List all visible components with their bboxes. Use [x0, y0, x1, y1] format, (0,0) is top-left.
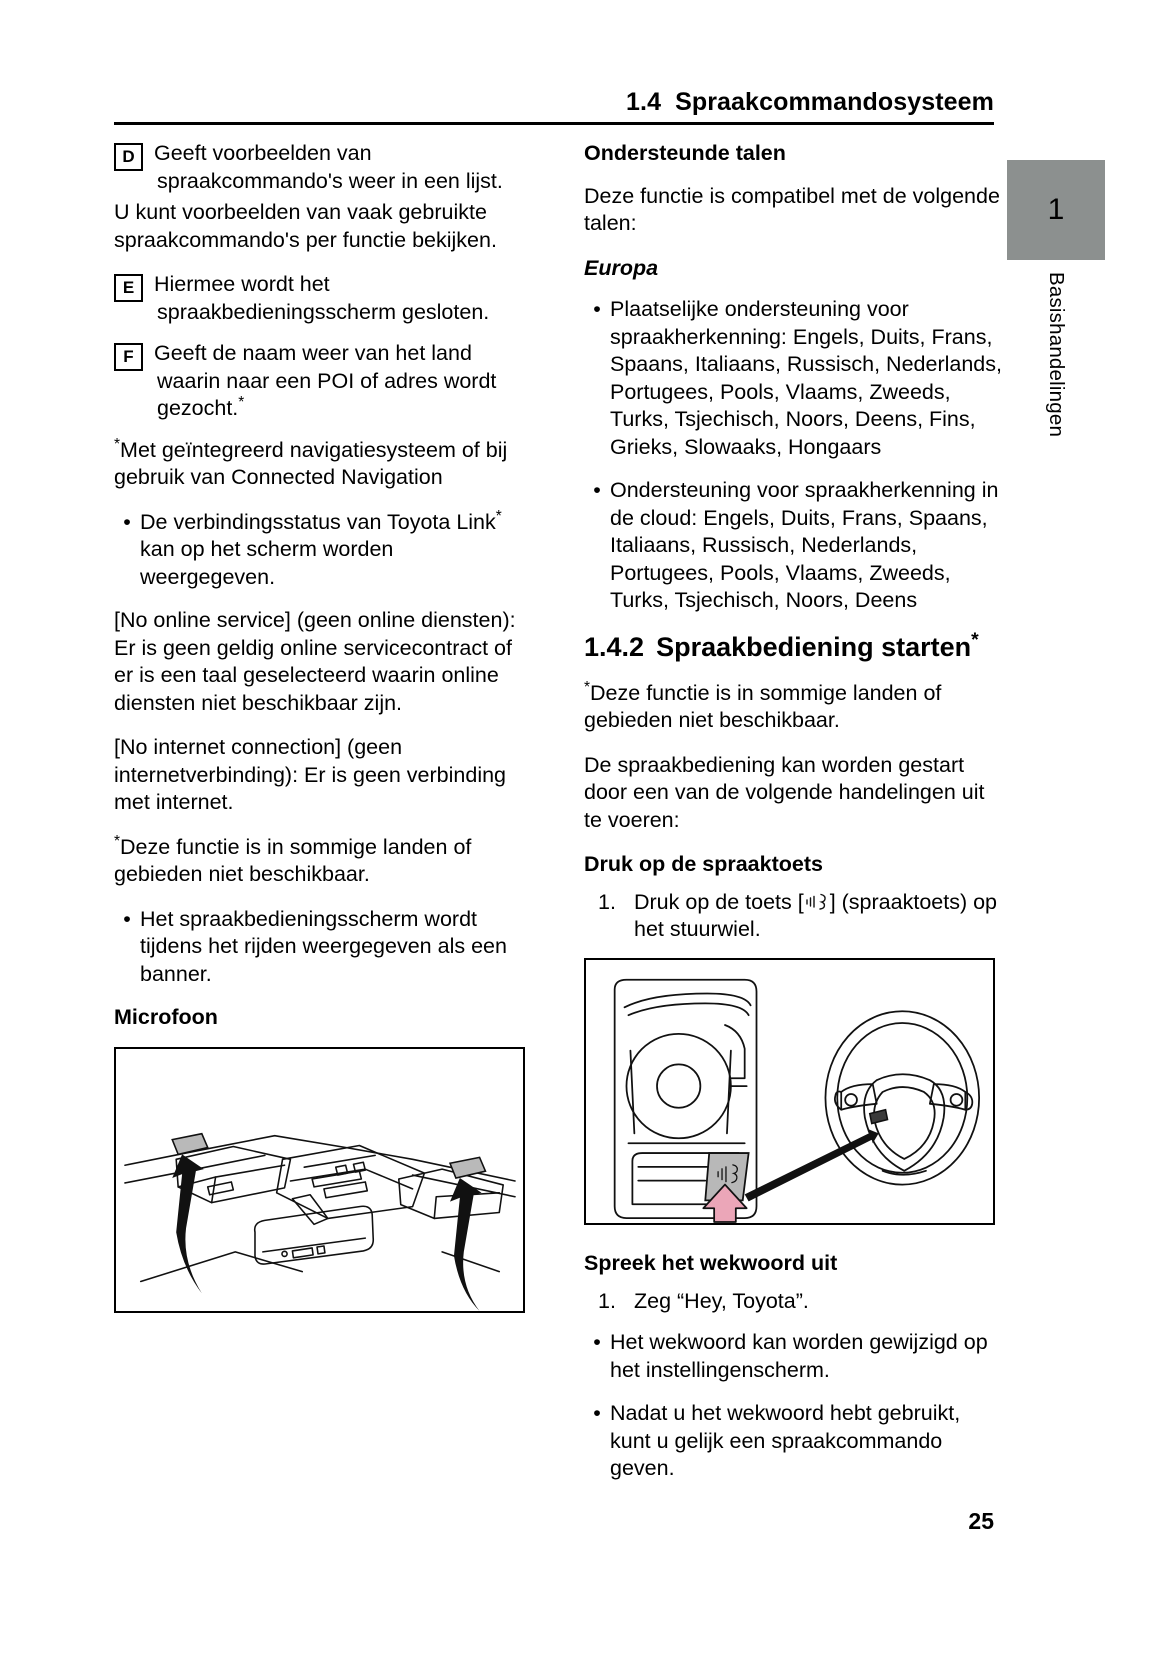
footnote-navigation [114, 437, 534, 492]
right-column [584, 140, 1004, 958]
bullet-change-wake-word-text: Het wekwoord kan worden gewijzigd op het instellingenscherm. [610, 1330, 988, 1382]
bullet-toyota-link [114, 509, 534, 592]
bullet-dot-icon: • [123, 906, 131, 931]
bullet-local-recognition-text: Plaatselijke ondersteuning voor spraakherkenning: Engels, Duits, Frans, Spaans, Italiaans, Russisch, Nederlands, Portugees, Pools, Vlaams, Zweeds, Turks, Tsjechisch, Noors, Deens, Fins, Grieks, Slowaaks, Hongaars [610, 297, 1002, 459]
footnote-navigation-text: Met geïntegreerd navigatiesysteem of bij gebruik van Connected Navigation [114, 437, 508, 489]
heading-ondersteunde-talen: Ondersteunde talen [584, 141, 786, 165]
callout-text-e: Hiermee wordt het spraakbedieningsscherm gesloten. [154, 272, 490, 324]
para-compatibel-talen: Deze functie is compatibel met de volgende talen: [584, 183, 1000, 235]
callout-item-f [114, 340, 534, 423]
step-say-wake-word-text: Zeg “Hey, Toyota”. [634, 1288, 809, 1313]
left-column [114, 140, 534, 1119]
para-no-internet-connection: [No internet connection] (geen internetverbinding): Er is geen verbinding met internet. [114, 735, 507, 814]
steering-wheel-figure [584, 958, 995, 1225]
right-column-continued [584, 1250, 1004, 1499]
callout-text-f [154, 340, 534, 423]
callout-d-followup: U kunt voorbeelden van vaak gebruikte spraakcommando's per functie bekijken. [114, 200, 497, 252]
section-heading-1-4-2 [584, 628, 1004, 664]
heading-europa: Europa [584, 255, 659, 280]
step-say-wake-word [584, 1288, 1004, 1316]
footnote-marker-star-link: * [495, 507, 502, 525]
callout-text-f-body: Geeft de naam weer van het land waarin naar een POI of adres wordt gezocht. [154, 341, 497, 420]
footnote-marker-star-section: * [971, 628, 979, 651]
bullet-toyota-link-rest: kan op het scherm worden weergegeven. [140, 537, 394, 589]
bullet-toyota-link-text [140, 509, 534, 592]
bullet-dot-icon: • [593, 297, 601, 321]
para-start-spraakbediening: De spraakbediening kan worden gestart door een van de volgende handelingen uit te voeren: [584, 752, 985, 832]
para-no-online-service: [No online service] (geen online diensten): Er is geen geldig online servicecontract of er is een taal geselecteerd waarin online diensten niet beschikbaar zijn. [114, 608, 516, 715]
bullet-after-wake-word-text: Nadat u het wekwoord hebt gebruikt, kunt u gelijk een spraakcommando geven. [610, 1401, 961, 1480]
running-head [114, 88, 994, 117]
callout-letter-e: E [114, 274, 143, 302]
heading-spreek-wekwoord: Spreek het wekwoord uit [584, 1251, 838, 1275]
footnote-not-available-left-text: Deze functie is in sommige landen of gebieden niet beschikbaar. [114, 834, 472, 886]
bullet-dot-icon: • [593, 1330, 601, 1354]
bullet-dot-icon: • [123, 509, 131, 534]
bullet-banner [114, 906, 534, 989]
bullet-after-wake-word [584, 1400, 1004, 1483]
footnote-star-nav: * [114, 435, 121, 453]
page-number: 25 [968, 1508, 994, 1534]
talk-key-icon [804, 891, 830, 911]
chapter-label-vertical [1007, 272, 1105, 502]
step-number: 1. [598, 889, 616, 914]
microphone-location-figure [114, 1047, 525, 1313]
bullet-dot-icon: • [593, 478, 601, 502]
footnote-marker-star: * [238, 393, 245, 411]
step-press-talk-key [584, 889, 1004, 944]
header-divider [114, 122, 994, 125]
step-press-talk-key-text [634, 889, 1004, 944]
step-text-after-icon: ] (spraaktoets) op het stuurwiel. [634, 889, 997, 941]
footnote-not-available-left [114, 834, 534, 889]
step-text-before-icon: Druk op de toets [ [634, 889, 804, 914]
callout-letter-d: D [114, 143, 143, 171]
running-head-section-number: 1.4 [626, 88, 662, 116]
bullet-dot-icon: • [593, 1401, 601, 1425]
bullet-local-recognition [584, 296, 1004, 461]
bullet-banner-text: Het spraakbedieningsscherm wordt tijdens het rijden weergegeven als een banner. [140, 906, 507, 986]
footnote-star-avail-left: * [114, 832, 121, 850]
bullet-toyota-link-lead: De verbindingsstatus van Toyota Link [140, 509, 496, 534]
section-heading-number: 1.4.2 [584, 631, 645, 662]
heading-microfoon: Microfoon [114, 1005, 218, 1029]
bullet-cloud-recognition-text: Ondersteuning voor spraakherkenning in de cloud: Engels, Duits, Frans, Spaans, Italiaans, Russisch, Nederlands, Portugees, Pools, Vlaams, Zweeds, Turks, Tsjechisch, Noors, Deens [610, 478, 999, 612]
footnote-star-avail-right: * [584, 678, 591, 696]
chapter-label-text: Basishandelingen [1045, 272, 1068, 438]
callout-item-e [114, 271, 534, 326]
section-heading-title: Spraakbediening starten [656, 631, 972, 662]
footnote-not-available-right [584, 680, 1004, 735]
footnote-not-available-right-text: Deze functie is in sommige landen of gebieden niet beschikbaar. [584, 680, 942, 732]
bullet-change-wake-word [584, 1329, 1004, 1384]
chapter-number: 1 [1047, 193, 1065, 226]
heading-druk-op-spraaktoets: Druk op de spraaktoets [584, 852, 823, 876]
bullet-cloud-recognition [584, 477, 1004, 615]
chapter-thumb-tab [1007, 160, 1105, 260]
callout-letter-f: F [114, 343, 143, 371]
step-number: 1. [598, 1288, 616, 1313]
running-head-title: Spraakcommandosysteem [675, 88, 994, 116]
callout-text-d: Geeft voorbeelden van spraakcommando's weer in een lijst. [154, 141, 503, 193]
callout-item-d [114, 140, 534, 195]
